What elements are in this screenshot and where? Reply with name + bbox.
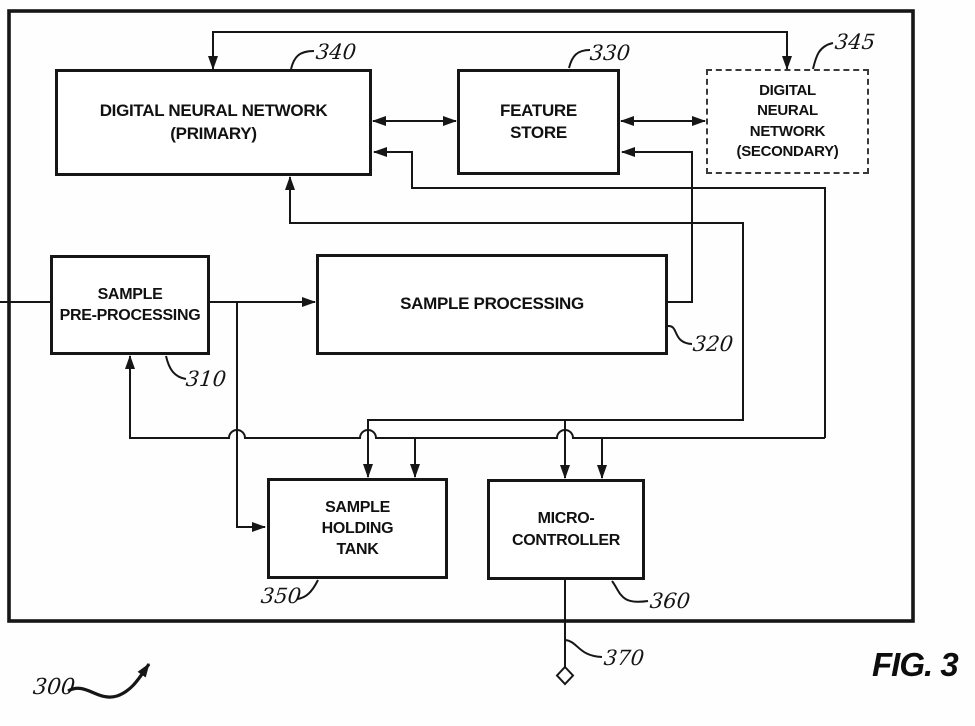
leader-320 <box>668 326 692 344</box>
leader-370 <box>565 640 602 657</box>
ref-360: 360 <box>648 589 692 613</box>
block-label-line: CONTROLLER <box>511 531 621 549</box>
ref-310: 310 <box>184 367 228 391</box>
output-port-diamond <box>557 667 573 684</box>
block-label-line: (SECONDARY) <box>736 142 839 160</box>
block-label-line: SAMPLE PROCESSING <box>400 294 584 314</box>
wire-primary-secondary-top <box>213 32 787 69</box>
leader-330 <box>569 50 590 68</box>
leader-310 <box>166 356 186 379</box>
block-label-line: (PRIMARY) <box>170 123 257 143</box>
ref-330: 330 <box>588 41 632 65</box>
block-label-line: DIGITAL <box>759 82 816 99</box>
leader-340 <box>291 51 314 69</box>
figure-caption: FIG. 3 <box>872 646 958 683</box>
block-label-line: HOLDING <box>321 519 394 537</box>
block-label-line: TANK <box>336 541 379 559</box>
block-label-line: SAMPLE <box>97 285 163 303</box>
ref-345: 345 <box>833 30 877 54</box>
block-label-line: PRE-PROCESSING <box>59 307 201 324</box>
block-sample-preprocessing <box>50 255 210 355</box>
ref-320: 320 <box>691 332 735 356</box>
leader-360 <box>612 581 648 602</box>
block-label-line: NEURAL <box>757 102 818 120</box>
block-label-line: SAMPLE <box>325 498 390 516</box>
block-digital-neural-network-secondary <box>706 69 869 174</box>
ref-300-diagram: 300 <box>31 675 77 700</box>
block-label-line: DIGITAL NEURAL NETWORK <box>99 101 328 121</box>
wire-lower-bus <box>130 356 825 438</box>
block-label-line: NETWORK <box>749 122 826 140</box>
ref-340: 340 <box>314 40 358 64</box>
wire-preproc-tank <box>237 302 265 527</box>
block-label-line: MICRO- <box>537 510 595 528</box>
block-feature-store <box>457 69 620 175</box>
block-sample-holding-tank <box>267 478 448 579</box>
block-sample-processing <box>316 254 668 355</box>
block-label-line: STORE <box>510 123 567 142</box>
block-microcontroller <box>487 479 645 580</box>
ref-370: 370 <box>602 646 646 670</box>
leader-345 <box>813 43 833 69</box>
block-label-line: FEATURE <box>500 100 577 120</box>
diagram-ref-swoosh-arrow <box>68 664 149 697</box>
block-digital-neural-network-primary <box>55 69 372 176</box>
ref-350: 350 <box>259 584 303 608</box>
